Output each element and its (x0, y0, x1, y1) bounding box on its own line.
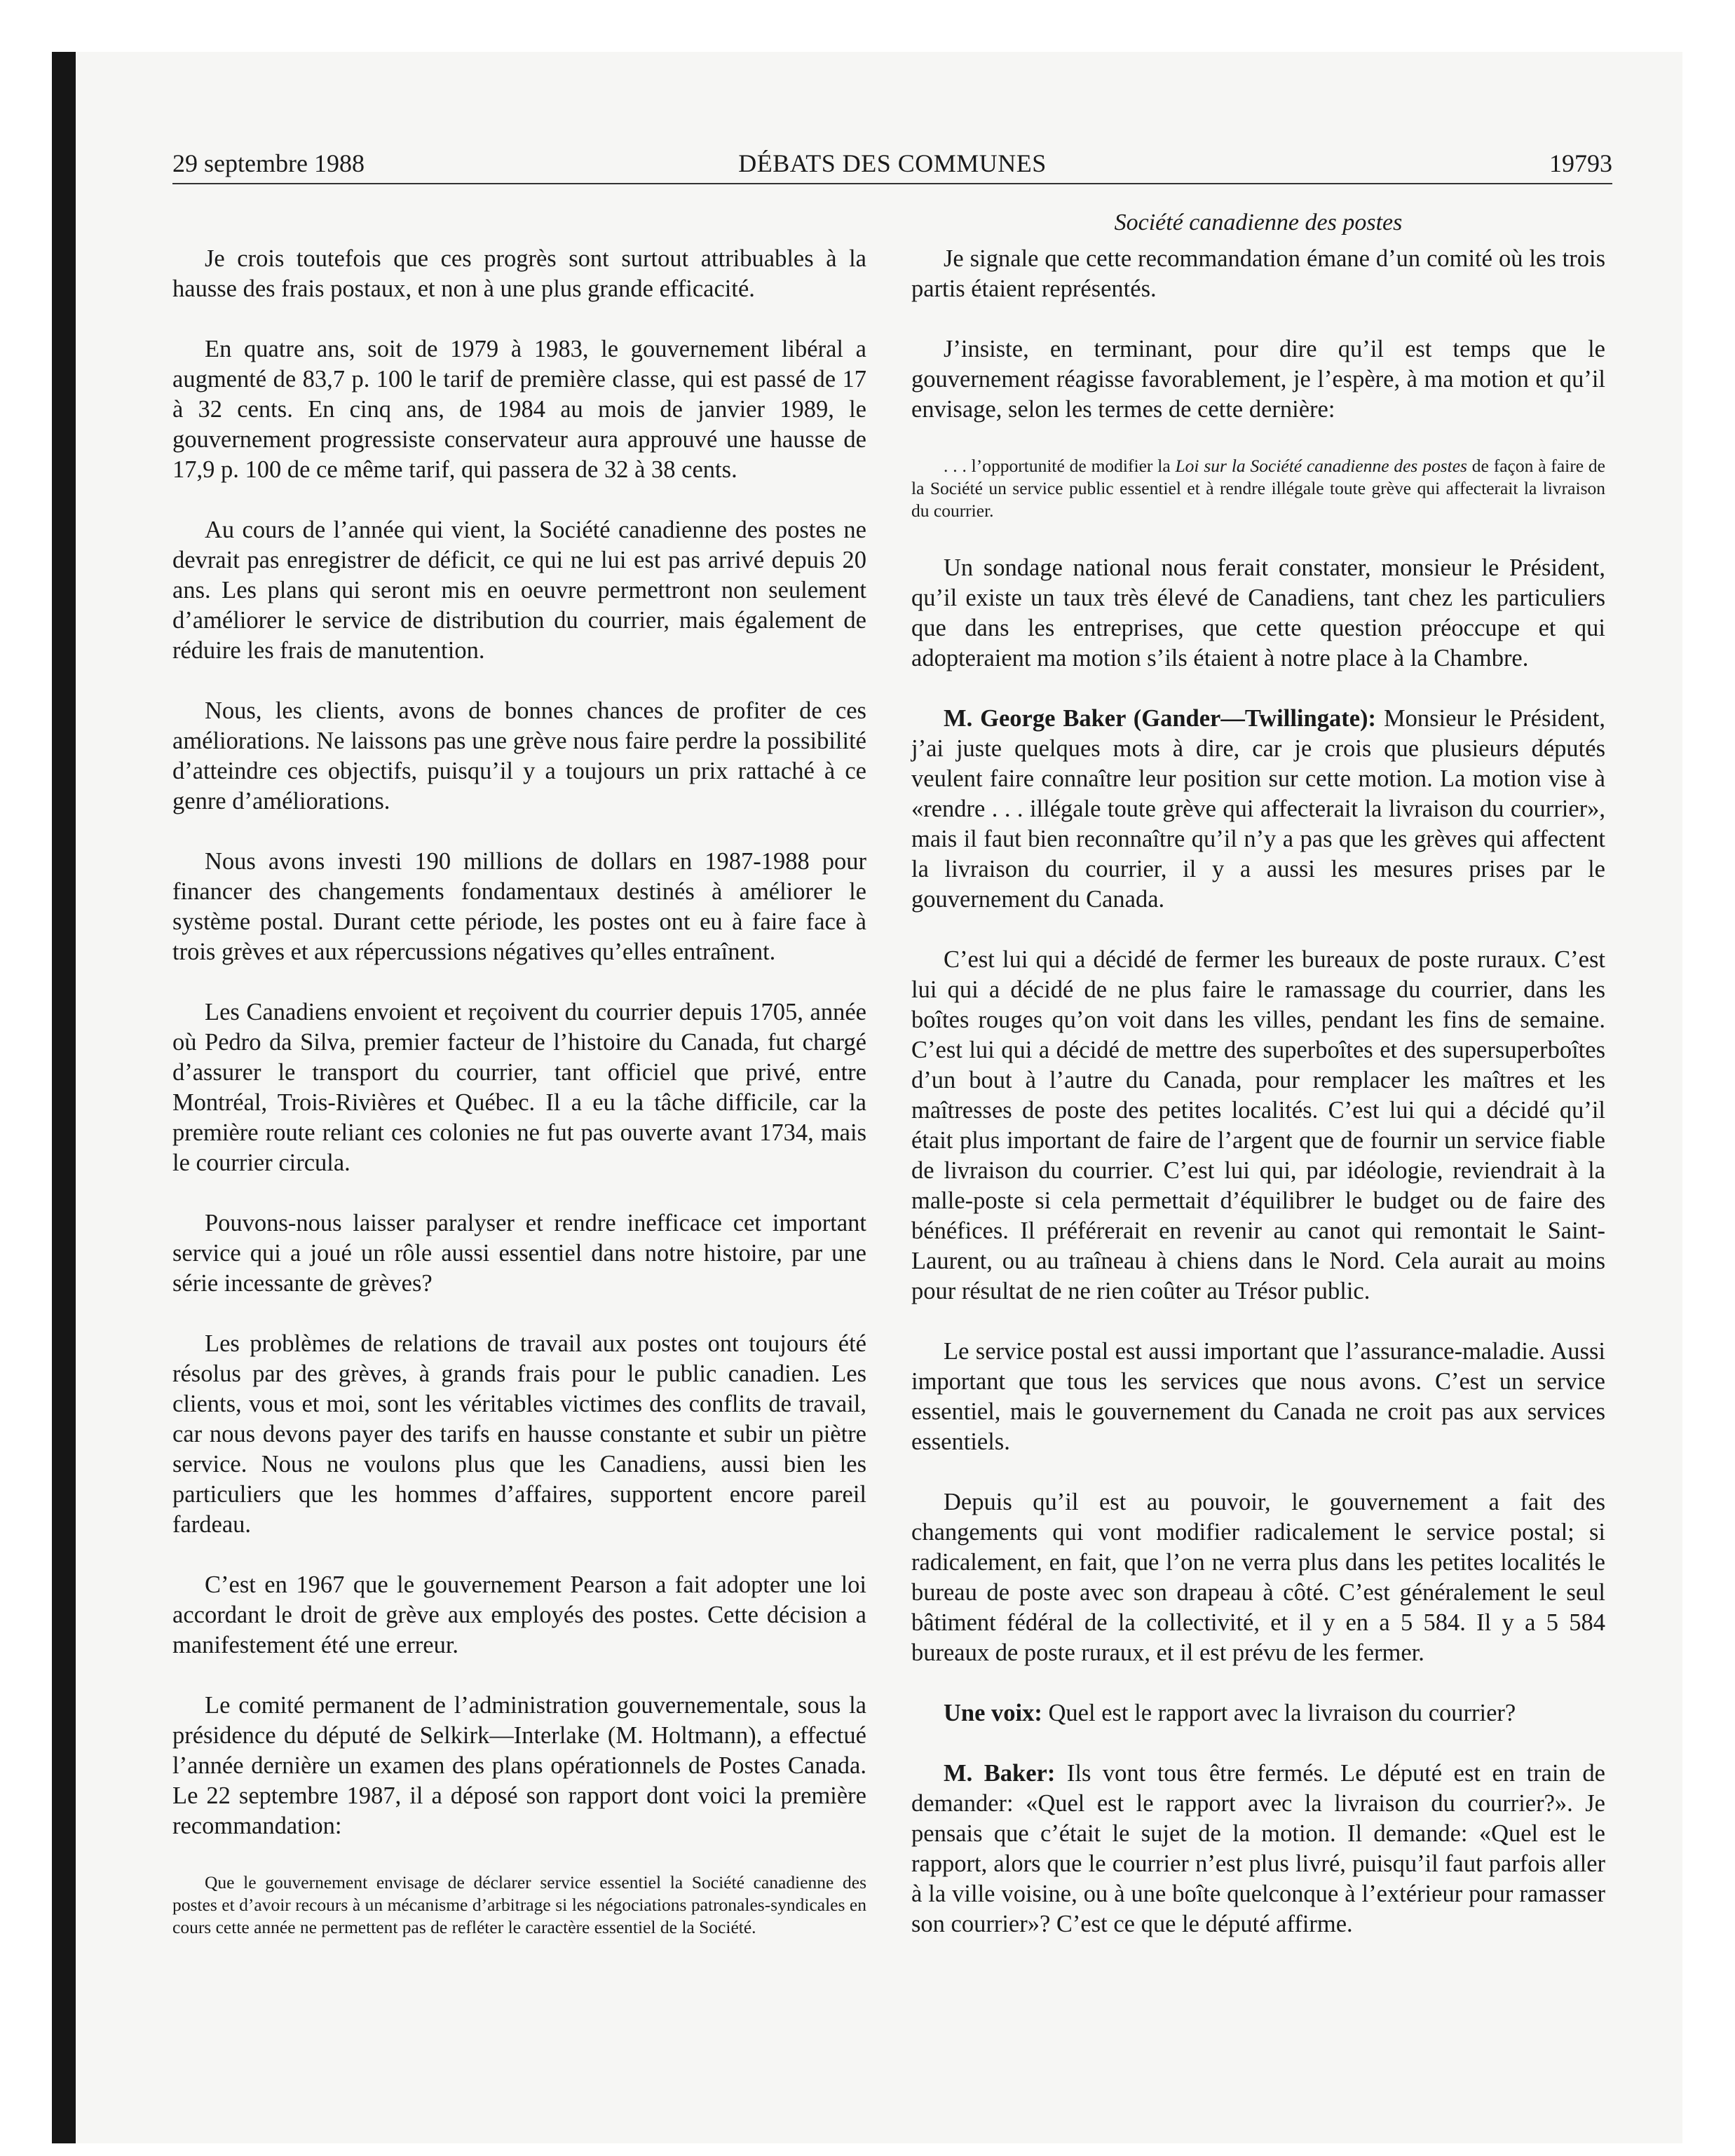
paragraph: Les problèmes de relations de travail aux postes ont toujours été résolus par des grèves, à grands frais pour le public canadien. Les clients, vous et moi, sont les véritables victimes des conflits de travail, car nous devons payer des tarifs en hausse constante et subir un piètre service. Nous ne voulons plus que les Canadiens, aussi bien les particuliers que les hommes d’affaires, supportent encore pareil fardeau. (172, 1330, 866, 1538)
left-column (172, 244, 866, 1970)
quote-text: de façon à faire de la Société un service public essentiel et à rendre illégale toute grève qui affecterait la livraison du courrier. (911, 456, 1605, 521)
paragraph: Pouvons-nous laisser paralyser et rendre inefficace cet important service qui a joué un rôle aussi essentiel dans notre histoire, par une série incessante de grèves? (172, 1210, 866, 1297)
right-column (911, 206, 1605, 1970)
paragraph: C’est lui qui a décidé de fermer les bureaux de poste ruraux. C’est lui qui a décidé de ne plus faire le ramassage du courrier, dans les boîtes rouges qu’on voit dans les villes, pendant les fins de semaine. C’est lui qui a décidé de mettre des superboîtes et des supersuperboîtes d’un bout à l’autre du Canada, pour remplacer les maîtres et les maîtresses de poste des petites localités. C’est lui qui a décidé qu’il était plus important de faire de l’argent que de fournir un service fiable de livraison du courrier. C’est lui qui, par idéologie, reviendrait à la malle-poste si cela permettait d’équilibrer le budget ou de faire des bénéfices. Il préférerait en revenir au canot qui remontait le Saint-Laurent, ou au traîneau à chiens dans le Nord. Cela aurait au moins pour résultat de ne rien coûter au Trésor public. (911, 946, 1605, 1304)
paragraph: J’insiste, en terminant, pour dire qu’il est temps que le gouvernement réagisse favorablement, je l’espère, à ma motion et qu’il envisage, selon les termes de cette dernière: (911, 336, 1605, 423)
header-page-number: 19793 (1549, 149, 1612, 177)
header-publication: DÉBATS DES COMMUNES (738, 149, 1047, 177)
binding-edge (52, 52, 76, 2143)
block-quote: Que le gouvernement envisage de déclarer service essentiel la Société canadienne des postes et d’avoir recours à un mécanisme d’arbitrage si les négociations patronales-syndicales en cours cette année ne permettent pas de refléter le caractère essentiel de la Société. (172, 1872, 866, 1937)
speech (911, 1759, 1605, 1939)
speech (911, 704, 1605, 915)
paragraph: Depuis qu’il est au pouvoir, le gouvernement a fait des changements qui vont modifier radicalement le service postal; si radicalement, en fait, que l’on ne verra plus dans les petites localités le bureau de poste avec son drapeau à côté. C’est généralement le seul bâtiment fédéral de la collectivité, et il y en a 5 584. Il y a 5 584 bureaux de poste ruraux, et il est prévu de les fermer. (911, 1489, 1605, 1666)
speech-text: Monsieur le Président, j’ai juste quelques mots à dire, car je crois que plusieurs députés veulent faire connaître leur position sur cette motion. La motion vise à «rendre . . . illégale toute grève qui affecterait la livraison du courrier», mais il faut bien reconnaître qu’il n’y a pas que les grèves qui affectent la livraison du courrier, il y a aussi les mesures prises par le gouvernement du Canada. (911, 705, 1605, 913)
quote-text: . . . l’opportunité de modifier la (944, 456, 1176, 476)
speech (911, 1698, 1605, 1728)
speech-text: Quel est le rapport avec la livraison du courrier? (1042, 1700, 1516, 1726)
page-header (172, 146, 1612, 181)
speech-text: Ils vont tous être fermés. Le député est en train de demander: «Quel est le rapport avec la livraison du courrier?». Je pensais que c’était le sujet de la motion. Il demande: «Quel est le rapport, alors que le courrier n’est plus livré, puisqu’il faut parfois aller à la ville voisine, ou à une boîte quelconque à l’extérieur pour ramasser son courrier»? C’est ce que le député affirme. (911, 1760, 1605, 1937)
running-title: Société canadienne des postes (1114, 210, 1403, 236)
paragraph: Le comité permanent de l’administration gouvernementale, sous la présidence du député de Selkirk—Interlake (M. Holtmann), a effectué l’année dernière un examen des plans opérationnels de Postes Canada. Le 22 septembre 1987, il a déposé son rapport dont voici la première recommandation: (172, 1692, 866, 1839)
paragraph: Je crois toutefois que ces progrès sont surtout attribuables à la hausse des frais postaux, et non à une plus grande efficacité. (172, 245, 866, 302)
paragraph: En quatre ans, soit de 1979 à 1983, le gouvernement libéral a augmenté de 83,7 p. 100 le tarif de première classe, qui est passé de 17 à 32 cents. En cinq ans, de 1984 au mois de janvier 1989, le gouvernement progressiste conservateur aura approuvé une hausse de 17,9 p. 100 de ce même tarif, qui passera de 32 à 38 cents. (172, 336, 866, 483)
speaker-name: M. Baker: (944, 1760, 1056, 1787)
paragraph: C’est en 1967 que le gouvernement Pearson a fait adopter une loi accordant le droit de grève aux employés des postes. Cette décision a manifestement été une erreur. (172, 1571, 866, 1658)
paragraph: Les Canadiens envoient et reçoivent du courrier depuis 1705, année où Pedro da Silva, premier facteur de l’histoire du Canada, fut chargé d’assurer le transport du courrier, tant officiel que privé, entre Montréal, Trois-Rivières et Québec. Il a eu la tâche difficile, car la première route reliant ces colonies ne fut pas ouverte avant 1734, mais le courrier circula. (172, 999, 866, 1176)
paragraph: Nous, les clients, avons de bonnes chances de profiter de ces améliorations. Ne laissons pas une grève nous faire perdre la possibilité d’atteindre ces objectifs, puisqu’il y a toujours un prix rattaché à ce genre d’améliorations. (172, 697, 866, 814)
paragraph: Un sondage national nous ferait constater, monsieur le Président, qu’il existe un taux très élevé de Canadiens, tant chez les particuliers que dans les entreprises, que cette question préoccupe et qui adopteraient ma motion s’ils étaient à notre place à la Chambre. (911, 554, 1605, 671)
quote-law-title: Loi sur la Société canadienne des postes (1175, 456, 1467, 476)
paragraph: Je signale que cette recommandation émane d’un comité où les trois partis étaient représentés. (911, 245, 1605, 302)
paragraph: Le service postal est aussi important que l’assurance-maladie. Aussi important que tous les services que nous avons. C’est un service essentiel, mais le gouvernement du Canada ne croit pas aux services essentiels. (911, 1338, 1605, 1455)
paragraph: Au cours de l’année qui vient, la Société canadienne des postes ne devrait pas enregistrer de déficit, ce qui ne lui est pas arrivé depuis 20 ans. Les plans qui seront mis en oeuvre permettront non seulement d’améliorer le service de distribution du courrier, mais également de réduire les frais de manutention. (172, 517, 866, 664)
speaker-name: M. George Baker (Gander—Twillingate): (944, 705, 1376, 732)
paragraph: Nous avons investi 190 millions de dollars en 1987-1988 pour financer des changements fondamentaux destinés à améliorer le système postal. Durant cette période, les postes ont eu à faire face à trois grèves et aux répercussions négatives qu’elles entraînent. (172, 848, 866, 965)
speaker-name: Une voix: (944, 1700, 1042, 1726)
header-date: 29 septembre 1988 (172, 149, 365, 177)
header-rule (172, 183, 1612, 184)
block-quote (911, 455, 1605, 522)
